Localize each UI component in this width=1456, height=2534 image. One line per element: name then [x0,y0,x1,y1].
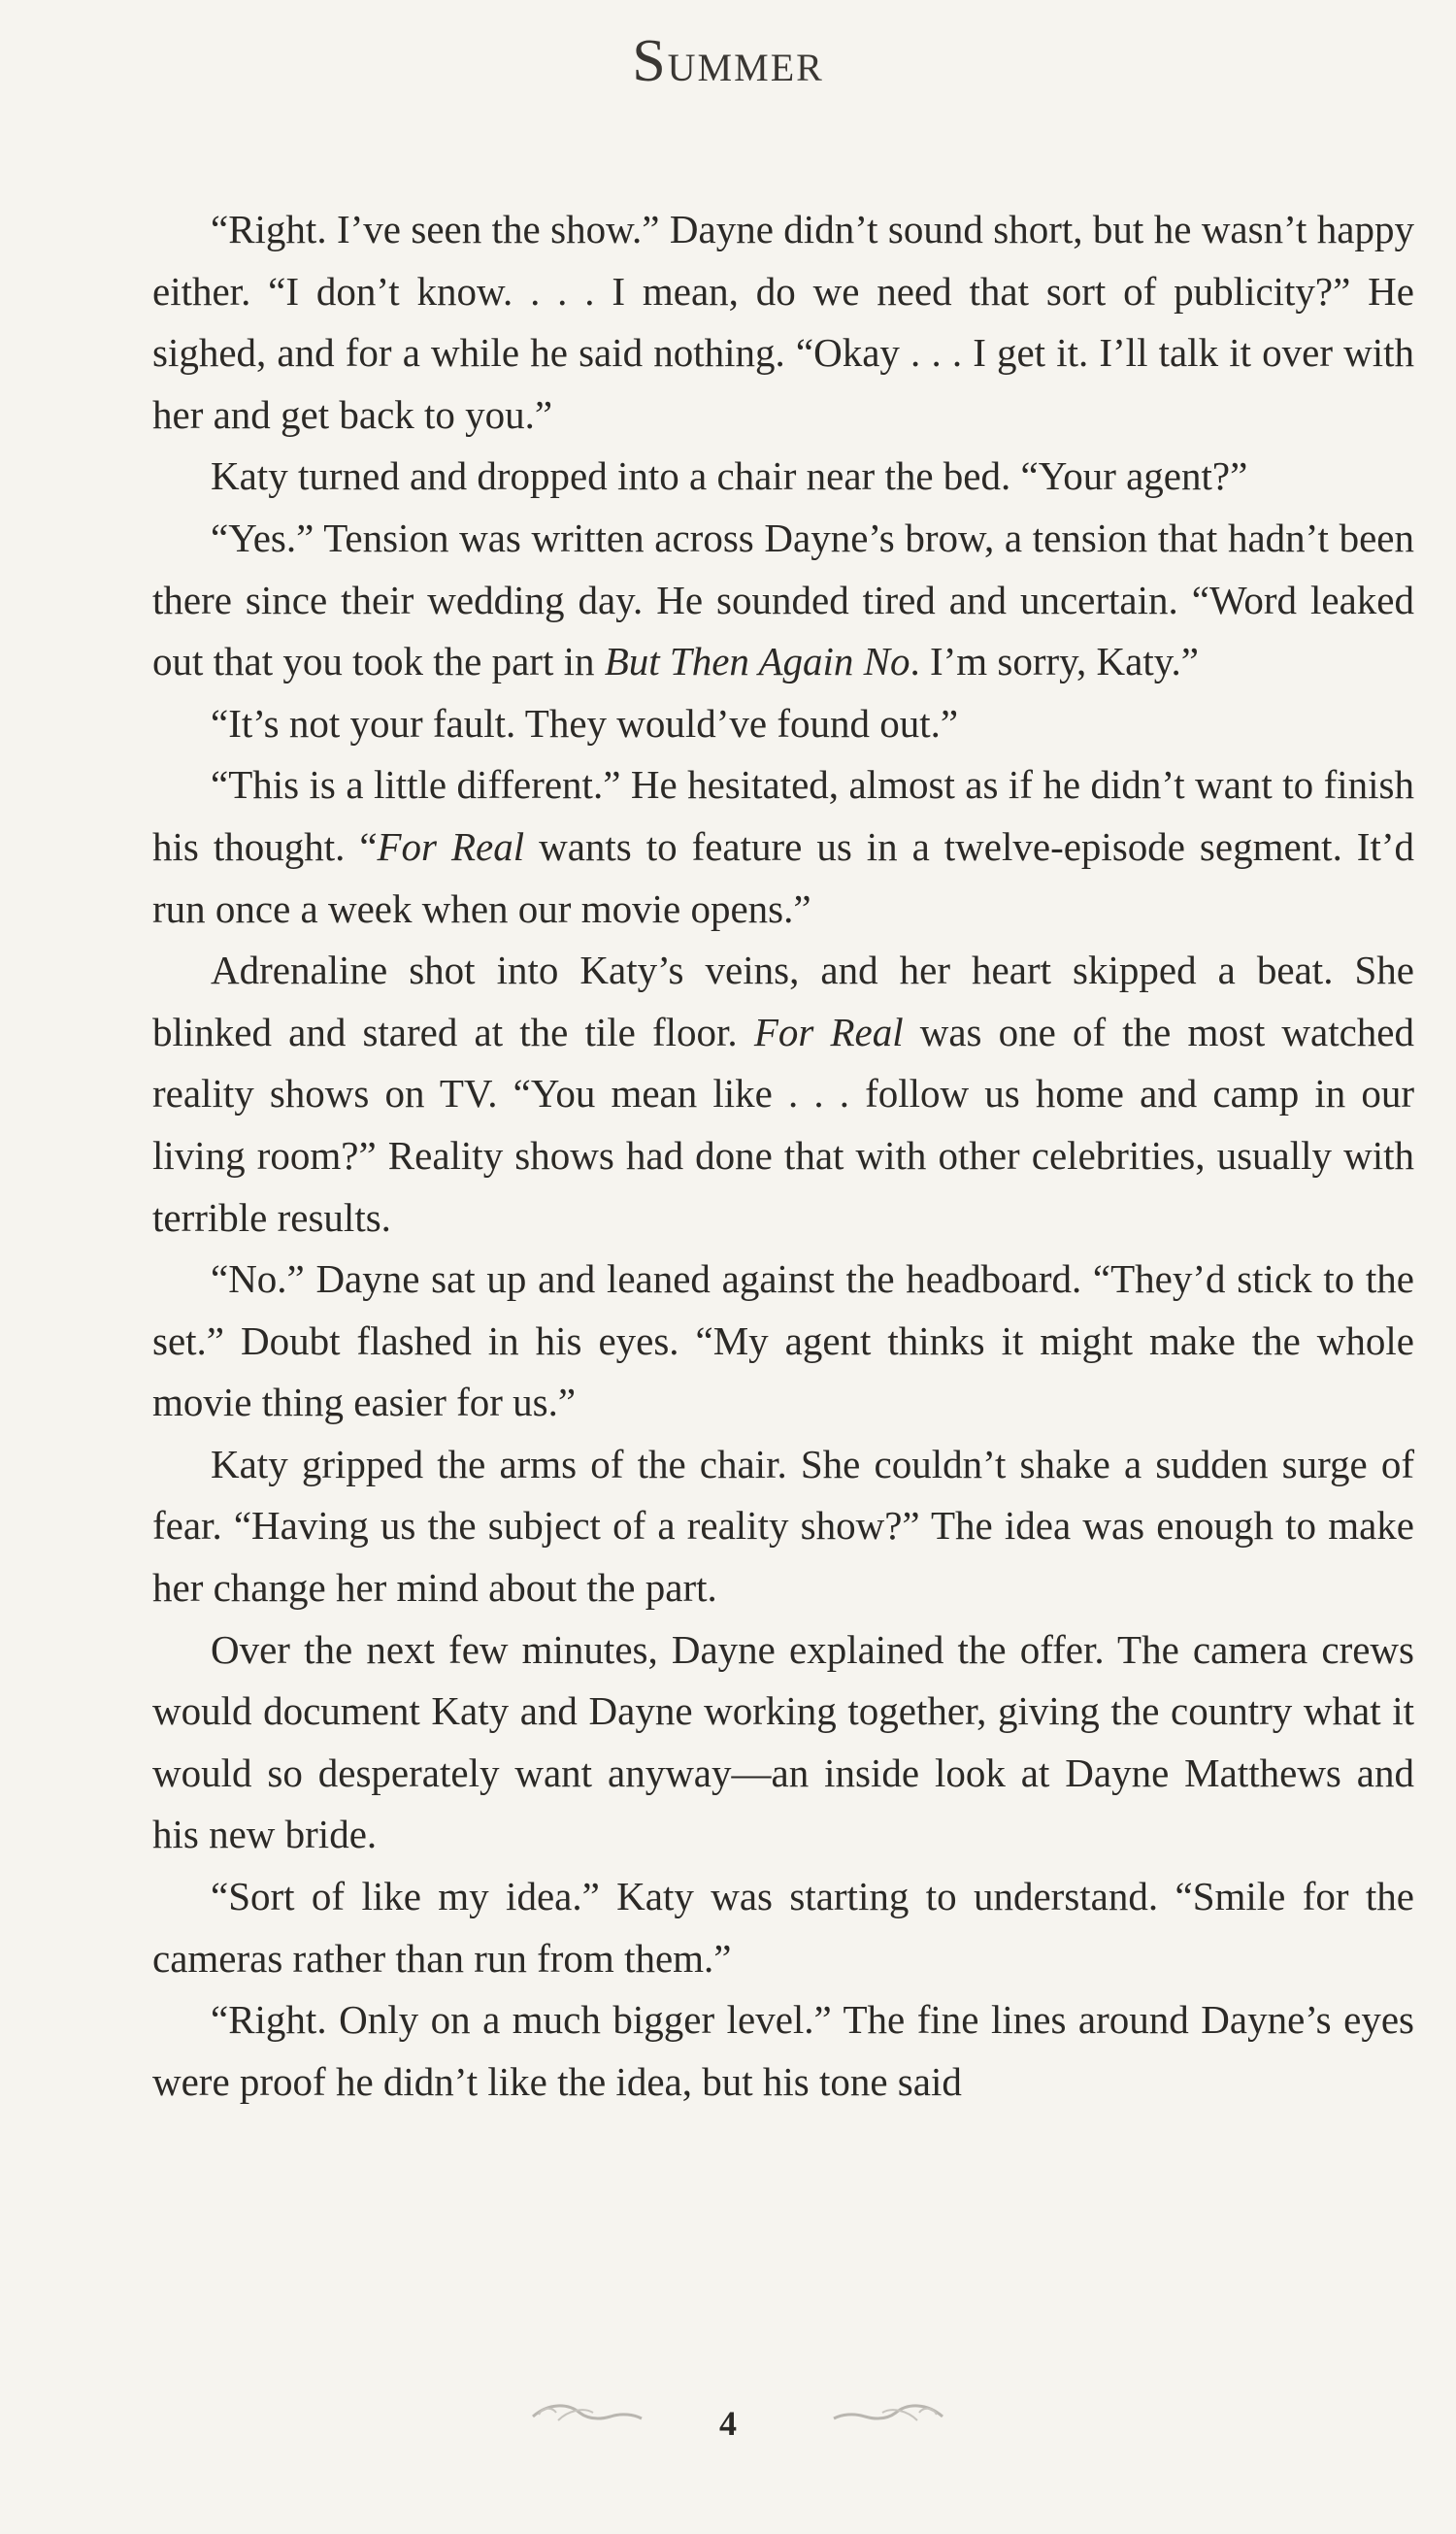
paragraph-text: “Right. Only on a much bigger level.” The fine lines around Dayne’s eyes were proof he didn’t like the idea, but his tone said [152,1997,1414,2104]
paragraph [152,1866,1414,1989]
page-number: 4 [719,2404,737,2443]
paragraph-text: “Right. I’ve seen the show.” Dayne didn’t sound short, but he wasn’t happy either. “I don’t know. . . . I mean, do we need that sort of publicity?” He sighed, and for a while he said nothing. “Okay . . . I get it. I’ll talk it over with her and get back to you.” [152,207,1414,437]
paragraph-text: . I’m sorry, Katy.” [910,639,1199,684]
paragraph-text: “It’s not your fault. They would’ve found out.” [211,700,959,746]
paragraph-text: Over the next few minutes, Dayne explained the offer. The camera crews would document Katy and Dayne working together, giving the country what it would so desperately want anyway—an inside look at Dayne Matthews and his new bride. [152,1626,1414,1857]
paragraph [152,199,1414,446]
paragraph-text: “This is a little different.” He hesitated, almost as if he didn’t want to finish his thought. “ [152,762,1414,869]
paragraph [152,940,1414,1249]
italic-title-text: For Real [753,1009,904,1054]
body-text [152,199,1414,2113]
paragraph-text: “No.” Dayne sat up and leaned against the headboard. “They’d stick to the set.” Doubt flashed in his eyes. “My agent thinks it might make the whole movie thing easier for us.” [152,1256,1414,1425]
paragraph-text: “Yes.” Tension was written across Dayne’s brow, a tension that hadn’t been there since their wedding day. He sounded tired and uncertain. “Word leaked out that you took the part in [152,515,1414,684]
paragraph-text: wants to feature us in a twelve-episode segment. It’d run once a week when our movie opens.” [152,823,1414,931]
paragraph-text: Katy turned and dropped into a chair near the bed. “Your agent?” [211,453,1248,499]
paragraph-text: Adrenaline shot into Katy’s veins, and her heart skipped a beat. She blinked and stared at the tile floor. [152,948,1414,1054]
italic-title-text: For Real [377,823,525,869]
paragraph [152,1249,1414,1434]
paragraph [152,508,1414,693]
paragraph-text: “Sort of like my idea.” Katy was starting to understand. “Smile for the cameras rather than run from them.” [152,1874,1414,1981]
flourish-right-icon [830,2393,946,2432]
paragraph [152,693,1414,755]
paragraph-text: was one of the most watched reality shows on TV. “You mean like . . . follow us home and camp in our living room?” Reality shows had done that with other celebrities, usually with terrible results. [152,1009,1414,1240]
paragraph [152,1619,1414,1866]
page-footer [0,2384,1456,2471]
running-header-initial: S [632,28,668,94]
paragraph [152,754,1414,940]
paragraph [152,1989,1414,2113]
italic-title-text: But Then Again No [604,639,910,684]
paragraph-text: Katy gripped the arms of the chair. She couldn’t shake a sudden surge of fear. “Having us the subject of a reality show?” The idea was enough to make her change her mind about the part. [152,1441,1414,1611]
paragraph [152,1434,1414,1619]
paragraph [152,446,1414,508]
running-header [0,27,1456,96]
running-header-rest: UMMER [667,46,824,89]
